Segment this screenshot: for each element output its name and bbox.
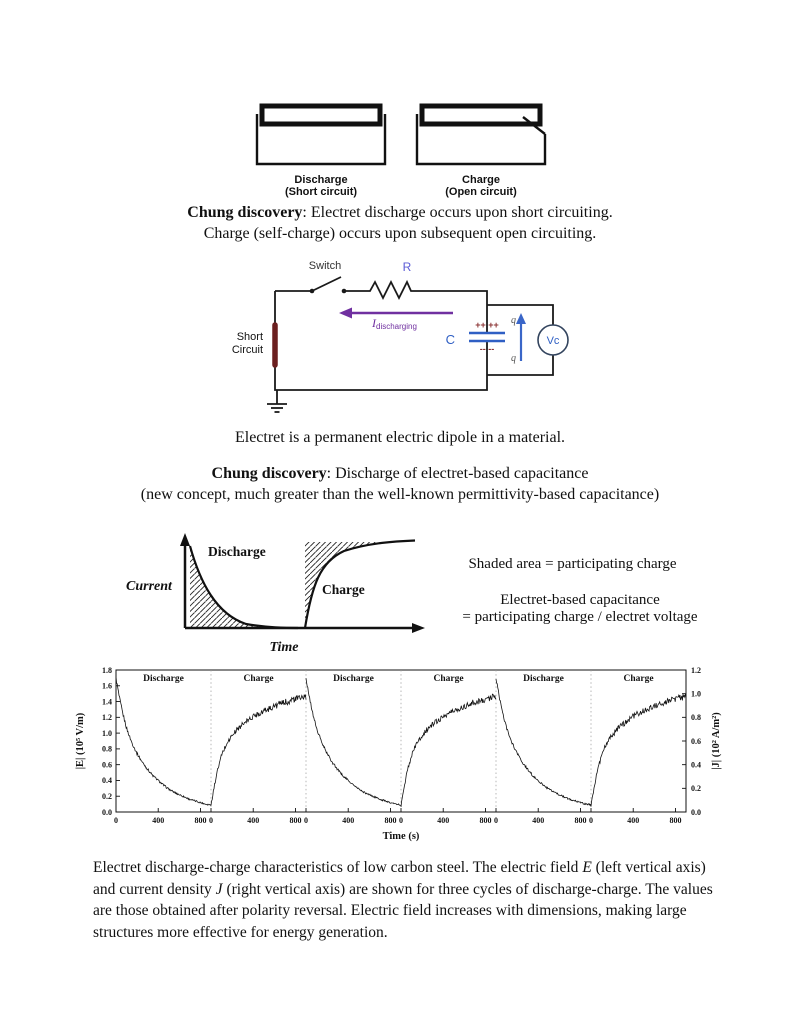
panel-label: Charge <box>623 674 654 684</box>
capacitance-note-line2: = participating charge / electret voltage <box>462 609 698 625</box>
current-label <box>371 316 417 331</box>
caption-e-symbol: E <box>582 859 592 876</box>
panel-label: Charge <box>433 674 464 684</box>
left-tick-label: 1.2 <box>102 713 112 723</box>
x-tick-label: 800 <box>479 816 492 825</box>
caption-part1: Electret discharge-charge characteristics of low carbon steel. The electric field <box>93 859 583 876</box>
y-axis-label-right: |J| (10² A/m²) <box>711 712 722 770</box>
x-tick-label: 0 <box>114 816 118 825</box>
data-curve <box>211 695 306 806</box>
x-tick-label: 800 <box>574 816 587 825</box>
voltmeter-label: Vc <box>546 335 560 347</box>
resistor-label: R <box>402 260 412 274</box>
discovery2-bold: Chung discovery <box>211 465 327 482</box>
x-tick-label: 800 <box>669 816 682 825</box>
left-tick-label: 1.8 <box>102 665 112 675</box>
charge-q-top: q <box>511 315 516 326</box>
sketch-discharge-label: Discharge <box>208 544 266 559</box>
open-circuit-diagram <box>417 106 545 198</box>
discovery2-line2: (new concept, much greater than the well-known permittivity-based capacitance) <box>140 486 660 503</box>
x-tick-label: 800 <box>384 816 397 825</box>
x-tick-label: 800 <box>194 816 207 825</box>
right-tick-label: 0.2 <box>691 784 701 794</box>
x-tick-label: 400 <box>532 816 545 825</box>
discovery1-bold: Chung discovery <box>187 204 303 221</box>
short-circuit-label-2: Circuit <box>231 344 263 356</box>
x-tick-label: 0 <box>304 816 308 825</box>
panel-label: Discharge <box>523 674 564 684</box>
x-tick-label: 800 <box>289 816 302 825</box>
discharge-circuit-diagram <box>215 253 595 428</box>
x-tick-label: 400 <box>152 816 165 825</box>
left-tick-label: 0.2 <box>102 792 112 802</box>
discovery2-rest: : Discharge of electret-based capacitance <box>326 465 589 482</box>
right-tick-label: 1.2 <box>691 665 701 675</box>
current-subscript: discharging <box>376 322 417 331</box>
data-curve <box>401 694 496 807</box>
panel-label: Charge <box>243 674 274 684</box>
discovery1-line1 <box>0 202 800 223</box>
x-axis-arrow <box>412 623 425 633</box>
caption-part3: (right vertical axis) are shown for three cycles of discharge-charge. The values are those obtained after polarity reversal. Electric field increases with dimensions, making large structures more effective for energy generation. <box>93 880 713 941</box>
current-arrow-head <box>339 308 352 319</box>
plus-charge-marks: ++ ++ <box>475 320 499 330</box>
resistor-symbol <box>362 282 419 298</box>
data-curve <box>591 694 686 806</box>
data-curve <box>306 678 401 805</box>
electret-bar-right <box>422 106 540 124</box>
current-axis-label: Current <box>126 579 172 594</box>
capacitance-note <box>430 592 730 626</box>
left-tick-label: 1.6 <box>102 681 112 691</box>
right-tick-label: 0.6 <box>691 736 701 746</box>
x-tick-label: 400 <box>437 816 450 825</box>
figure-caption <box>93 857 713 943</box>
discovery-statement-1 <box>0 202 800 244</box>
electret-definition: Electret is a permanent electric dipole in a material. <box>234 429 566 446</box>
caption-part2: (left vertical axis) and current density <box>93 859 706 898</box>
x-tick-label: 0 <box>589 816 593 825</box>
charge-q-bottom: q <box>511 353 516 364</box>
left-tick-label: 1.0 <box>102 728 112 738</box>
discovery2-line1 <box>0 463 800 484</box>
capacitance-note-line1: Electret-based capacitance <box>500 592 660 608</box>
x-tick-label: 0 <box>399 816 403 825</box>
y-axis-arrow <box>180 533 190 546</box>
minus-charge-marks: -- -- <box>479 344 495 354</box>
x-tick-label: 400 <box>342 816 355 825</box>
discovery-statement-2 <box>0 463 800 505</box>
time-axis-label: Time <box>269 640 299 655</box>
y-axis-label-left: |E| (10⁵ V/m) <box>75 712 86 770</box>
left-tick-label: 0.0 <box>102 807 112 817</box>
data-curve <box>116 676 211 805</box>
left-tick-label: 0.8 <box>102 744 112 754</box>
x-axis-label: Time (s) <box>382 831 420 842</box>
field-arrow-head <box>516 313 526 324</box>
switch-blade <box>312 277 341 291</box>
current-time-sketch <box>112 530 442 660</box>
x-tick-label: 400 <box>247 816 260 825</box>
left-tick-label: 1.4 <box>102 697 112 707</box>
sketch-charge-label: Charge <box>322 582 365 597</box>
cycle-chart-svg <box>72 660 728 850</box>
return-wire <box>275 291 487 390</box>
right-tick-label: 0.4 <box>691 760 701 770</box>
discovery1-line2: Charge (self-charge) occurs upon subsequent open circuiting. <box>203 225 597 242</box>
data-curve <box>496 679 591 805</box>
current-symbol: I <box>372 316 376 330</box>
short-circuit-diagram <box>257 106 385 198</box>
shaded-area-note: Shaded area = participating charge <box>468 556 677 572</box>
short-circuit-label-1: Short <box>236 331 263 343</box>
left-tick-label: 0.4 <box>102 776 112 786</box>
capacitor-label: C <box>445 332 455 347</box>
electret-sample-figure <box>240 100 560 200</box>
x-tick-label: 400 <box>627 816 640 825</box>
electret-cycle-chart <box>72 660 728 855</box>
x-tick-label: 0 <box>494 816 498 825</box>
electret-bar-left <box>262 106 380 124</box>
panel-label: Discharge <box>333 674 374 684</box>
right-tick-label: 0.0 <box>691 807 701 817</box>
open-circuit-caption: (Open circuit) <box>445 186 517 198</box>
discharge-caption: Discharge <box>294 174 348 186</box>
x-tick-label: 0 <box>209 816 213 825</box>
switch-label: Switch <box>308 260 342 272</box>
charge-caption: Charge <box>462 174 500 186</box>
discovery1-rest: : Electret discharge occurs upon short circuiting. <box>302 204 613 221</box>
right-tick-label: 0.8 <box>691 713 701 723</box>
caption-j-symbol: J <box>215 880 223 898</box>
left-tick-label: 0.6 <box>102 760 112 770</box>
panel-label: Discharge <box>143 674 184 684</box>
short-circuit-caption: (Short circuit) <box>284 186 358 198</box>
right-tick-label: 1.0 <box>691 689 701 699</box>
